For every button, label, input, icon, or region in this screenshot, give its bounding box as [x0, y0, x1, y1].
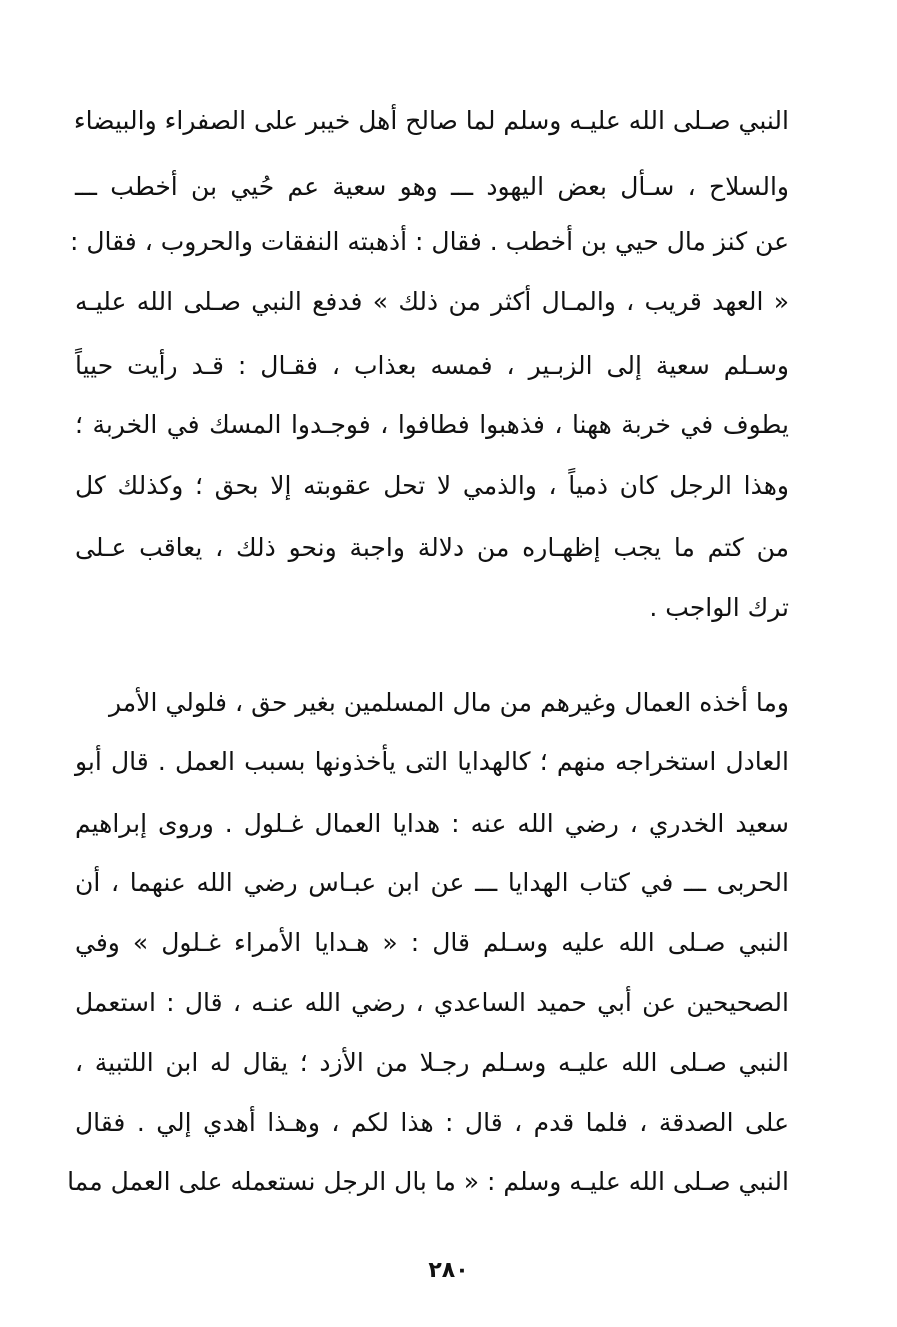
paragraph-2-line-2: العادل استخراجه منهم ؛ كالهدايا التى يأخذونها بسبب العمل . قال أبو	[75, 747, 789, 776]
paragraph-1-line-9: ترك الواجب .	[649, 593, 789, 622]
paragraph-2-line-4: الحربى ـــ في كتاب الهدايا ـــ عن ابن عبـاس رضي الله عنهما ، أن	[75, 868, 789, 897]
paragraph-2-line-1: وما أخذه العمال وغيرهم من مال المسلمين بغير حق ، فلولي الأمر	[109, 688, 789, 717]
paragraph-2-line-5: النبي صـلى الله عليه وسـلم قال : « هـدايا الأمراء غـلول » وفي	[75, 928, 789, 957]
paragraph-2-line-9: النبي صـلى الله عليـه وسلم : « ما بال الرجل نستعمله على العمل مما	[67, 1167, 789, 1196]
paragraph-2-line-6: الصحيحين عن أبي حميد الساعدي ، رضي الله عنـه ، قال : استعمل	[75, 988, 789, 1017]
paragraph-1-line-5: وسـلم سعية إلى الزبـير ، فمسه بعذاب ، فقـال : قـد رأيت حيياً	[75, 351, 789, 380]
paragraph-2-line-8: على الصدقة ، فلما قدم ، قال : هذا لكم ، وهـذا أهدي إلي . فقال	[75, 1108, 789, 1137]
paragraph-2-line-7: النبي صـلى الله عليـه وسـلم رجـلا من الأزد ؛ يقال له ابن اللتبية ،	[75, 1048, 789, 1077]
paragraph-1-line-6: يطوف في خربة ههنا ، فذهبوا فطافوا ، فوجـدوا المسك في الخربة ؛	[75, 410, 789, 439]
paragraph-1-line-8: من كتم ما يجب إظهـاره من دلالة واجبة ونحو ذلك ، يعاقب عـلى	[75, 533, 789, 562]
paragraph-1-line-4: « العهد قريب ، والمـال أكثر من ذلك » فدفع النبي صـلى الله عليـه	[75, 287, 789, 316]
paragraph-1-line-7: وهذا الرجل كان ذمياً ، والذمي لا تحل عقوبته إلا بحق ؛ وكذلك كل	[75, 471, 789, 500]
paragraph-1-line-3: عن كنز مال حيي بن أخطب . فقال : أذهبته النفقات والحروب ، فقال :	[70, 227, 789, 256]
paragraph-1-line-1: النبي صـلى الله عليـه وسلم لما صالح أهل خيبر على الصفراء والبيضاء	[73, 106, 789, 135]
paragraph-1-line-2: والسلاح ، سـأل بعض اليهود ـــ وهو سعية عم حُيي بن أخطب ـــ	[75, 172, 789, 201]
page-number: ٢٨٠	[428, 1258, 469, 1283]
paragraph-2-line-3: سعيد الخدري ، رضي الله عنه : هدايا العمال غـلول . وروى إبراهيم	[75, 809, 789, 838]
